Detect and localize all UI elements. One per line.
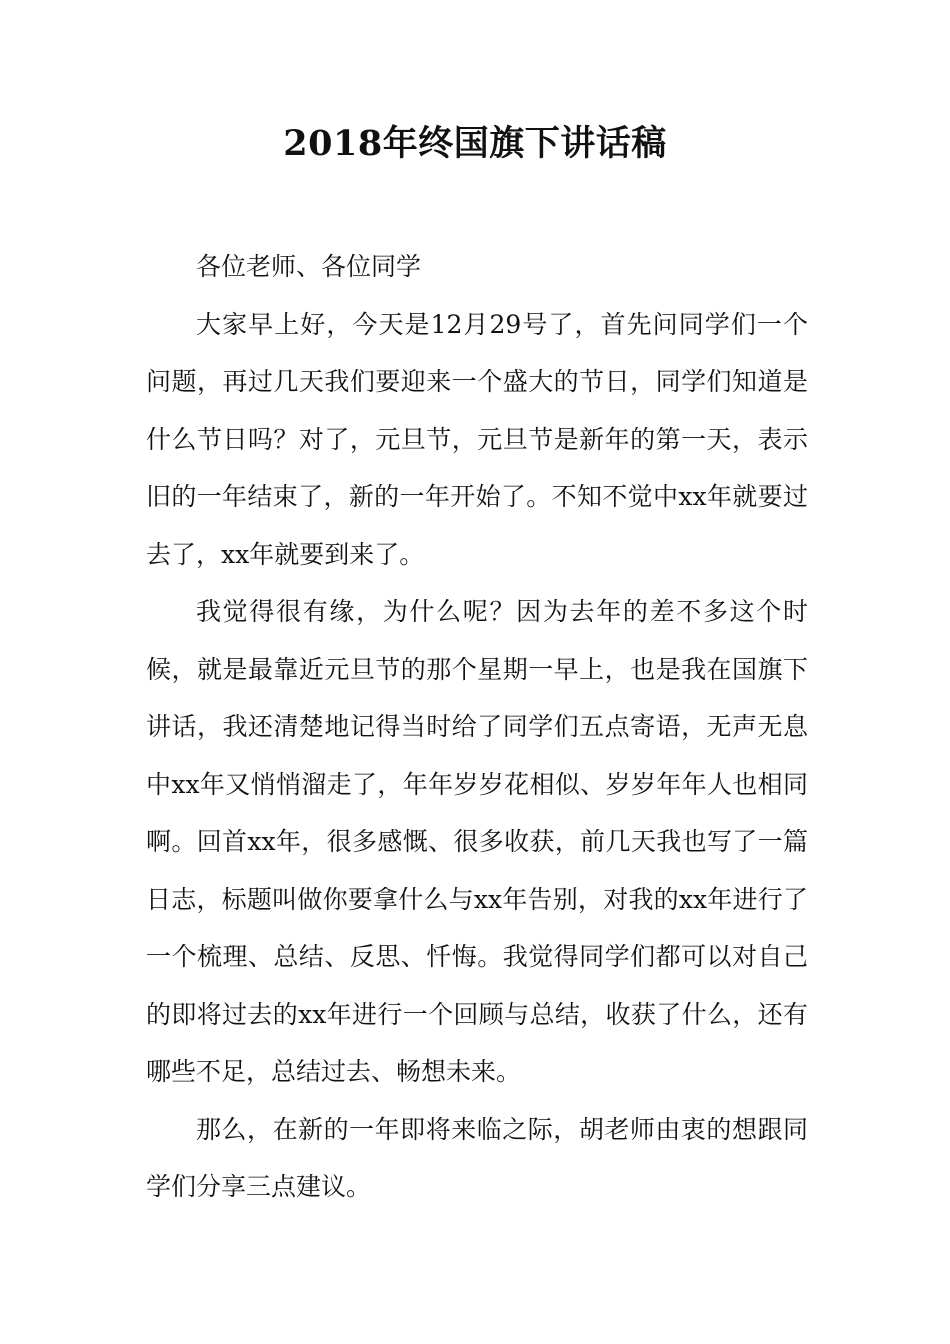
paragraph: 我觉得很有缘，为什么呢？因为去年的差不多这个时候，就是最靠近元旦节的那个星期一早上，也是我在国旗下讲话，我还清楚地记得当时给了同学们五点寄语，无声无息中xx年又悄悄溜走了，年年岁岁花相似、岁岁年年人也相同啊。回首xx年，很多感慨、很多收获，前几天我也写了一篇日志，标题叫做你要拿什么与xx年告别，对我的xx年进行了一个梳理、总结、反思、忏悔。我觉得同学们都可以对自己的即将过去的xx年进行一个回顾与总结，收获了什么，还有哪些不足，总结过去、畅想未来。: [146, 597, 808, 1086]
paragraph: 那么，在新的一年即将来临之际，胡老师由衷的想跟同学们分享三点建议。: [146, 1114, 808, 1201]
document-title: 2018年终国旗下讲话稿: [283, 123, 667, 164]
paragraph-greeting: 各位老师、各位同学: [196, 252, 422, 281]
paragraph: 大家早上好，今天是12月29号了，首先问同学们一个问题，再过几天我们要迎来一个盛大的节日，同学们知道是什么节日吗？对了，元旦节，元旦节是新年的第一天，表示旧的一年结束了，新的一年开始了。不知不觉中xx年就要过去了，xx年就要到来了。: [146, 309, 808, 569]
document-body: [146, 238, 808, 1216]
